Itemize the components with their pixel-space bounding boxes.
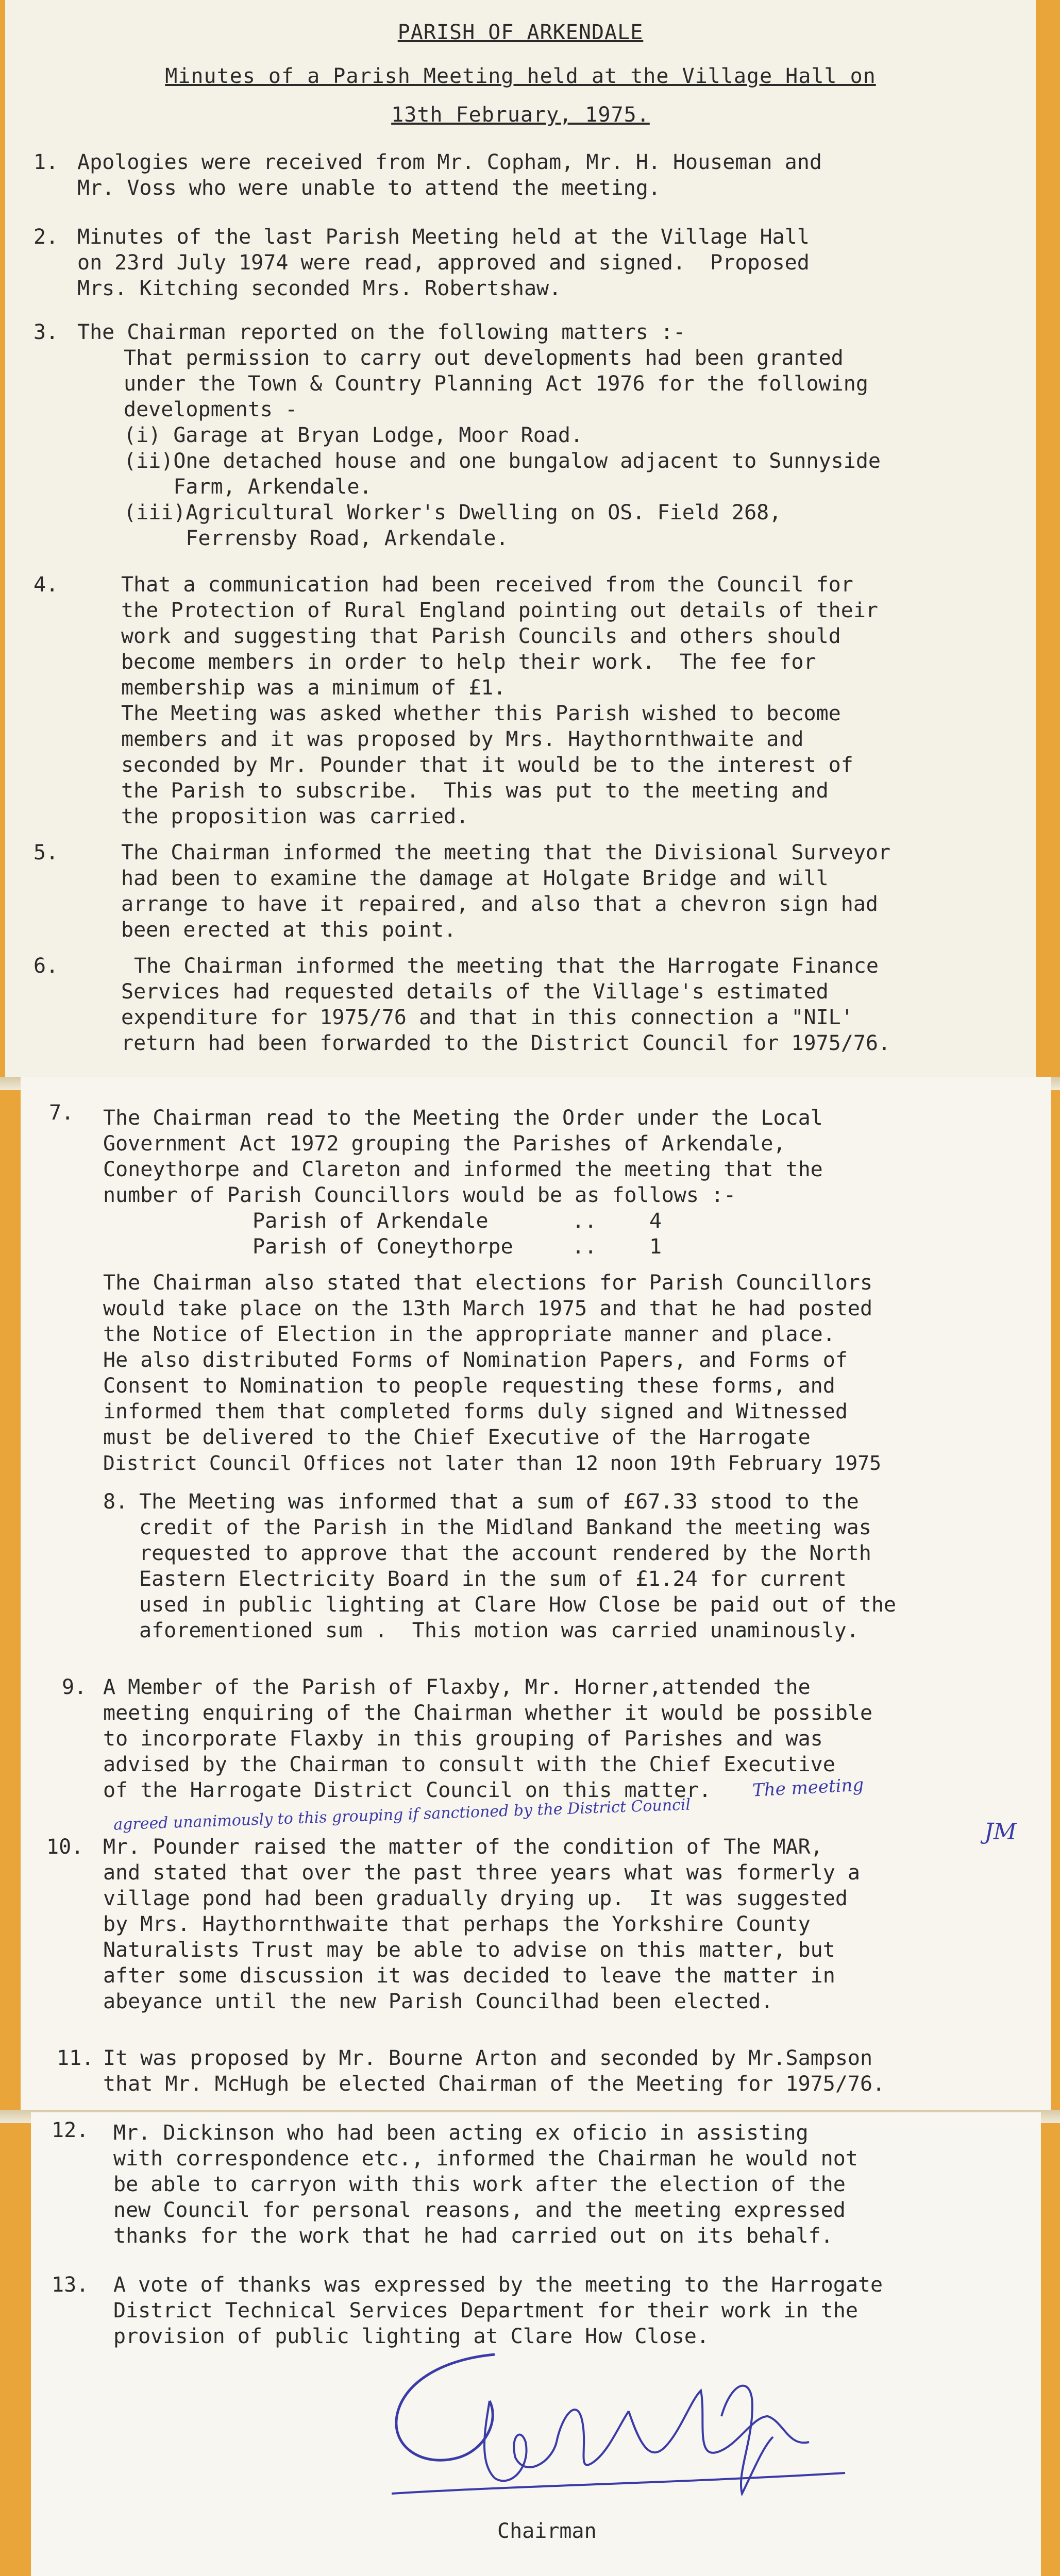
item-4-number: 4. [33,573,59,597]
item-11-number: 11. [57,2046,94,2070]
item-1-number: 1. [33,150,59,174]
item-6-number: 6. [33,954,59,978]
item-11: It was proposed by Mr. Bourne Arton and seconded by Mr.Sampson that Mr. McHugh be elected Chairman of the Meeting for 1975/76. [103,2046,885,2096]
councillor-table [103,1208,881,1260]
item-8: The Meeting was informed that a sum of £67.33 stood to the credit of the Parish in the Midland Bankand the meeting was requested to approve that the account rendered by the North Eastern Electricity Board in the sum of £1.24 for current used in public lighting at Clare How Close be paid out of the aforementioned sum . This motion was carried unaminously. [139,1490,897,1642]
item-9-number: 9. [62,1675,87,1699]
item-9: A Member of the Parish of Flaxby, Mr. Horner,attended the meeting enquiring of the Chairman whether it would be possible to incorporate Flaxby in this grouping of Parishes and was advised by the Chairman to consult with the Chief Executive of the Harrogate District Council on this matter. [103,1675,873,1802]
item-4: That a communication had been received from the Council for the Protection of Rural England pointing out details of their work and suggesting that Parish Councils and others should become members in order to help their work. The fee for membership was a minimum of £1. The Meeting was asked whether this Parish wished to become members and it was proposed by Mrs. Haythornthwaite and seconded by Mr. Pounder that it would be to the interest of the Parish to subscribe. This was put to the meeting and the proposition was carried. [121,573,879,828]
item-5: The Chairman informed the meeting that the Divisional Surveyor had been to examine the damage at Holgate Bridge and will arrange to have it repaired, and also that a chevron sign had been erected at this point. [121,841,891,942]
councillor-row: Parish of Arkendale .. 4 [253,1209,662,1233]
item-10-number: 10. [46,1835,84,1859]
item-2-number: 2. [33,225,59,249]
parish-title: PARISH OF ARKENDALE [397,21,644,44]
item-7-number: 7. [49,1101,74,1125]
minutes-sheet-3 [31,2112,1041,2576]
meeting-date: 13th February, 1975. [391,103,650,127]
handwritten-initials: JM [984,1819,1017,1845]
handwritten-note-1: The meeting [752,1774,865,1801]
item-12-number: 12. [52,2119,89,2142]
minutes-sheet-2 [21,1077,1051,2117]
meeting-subtitle: Minutes of a Parish Meeting held at the Village Hall on [165,64,876,88]
item-5-number: 5. [33,841,59,865]
item-10: Mr. Pounder raised the matter of the condition of The MAR, and stated that over the past three years what was formerly a village pond had been gradually drying up. It was suggested by Mrs. Haythornthwaite that perhaps the Yorkshire County Naturalists Trust may be able to advise on this matter, but after some discussion it was decided to leave the matter in abeyance until the new Parish Councilhad been elected. [103,1835,861,2013]
item-12: Mr. Dickinson who had been acting ex oficio in assisting with correspondence etc., informed the Chairman he would not be able to carryon with this work after the election of the new Council for personal reasons, and the meeting expressed thanks for the work that he had carried out on its behalf. [113,2121,858,2248]
chairman-label: Chairman [497,2519,597,2543]
item-13: A vote of thanks was expressed by the meeting to the Harrogate District Technical Services Department for their work in the provision of public lighting at Clare How Close. [113,2273,883,2348]
item-2: Minutes of the last Parish Meeting held at the Village Hall on 23rd July 1974 were read, approved and signed. Proposed Mrs. Kitching seconded Mrs. Robertshaw. [77,225,810,300]
item-1: Apologies were received from Mr. Copham, Mr. H. Houseman and Mr. Voss who were unable to attend the meeting. [77,150,822,200]
chairman-signature [361,2339,866,2509]
handwritten-note-2: agreed unanimously to this grouping if sanctioned by the District Council [113,1795,691,1834]
item-3: The Chairman reported on the following matters :- That permission to carry out developments had been granted under the Town & Country Planning Act 1976 for the following developments - (i) Garage at Bryan Lodge, Moor Road. (ii)One detached house and one bungalow adjacent to Sunnyside Farm, Arkendale. (iii)Agricultural Worker's Dwelling on OS. Field 268, Ferrensby Road, Arkendale. [77,320,881,550]
item-7: The Chairman read to the Meeting the Order under the Local Government Act 1972 grouping the Parishes of Arkendale, Coneythorpe and Clareton and informed the meeting that the number of Parish Councillors would be as follows :- Parish of Arkendale .. 4 Parish of Coneythorpe .. 1 The Chairman also stated that elections for Parish Councillors would take place on the 13th March 1975 and that he had posted the Notice of Election in the appropriate manner and place. He also distributed Forms of Nomination Papers, and Forms of Consent to Nomination to people requesting these forms, and informed them that completed forms duly signed and Witnessed must be delivered to the Chief Executive of the Harrogate District Council Offices not later than 12 noon 19th February 1975 [103,1106,881,1475]
councillor-row: Parish of Coneythorpe .. 1 [253,1235,662,1259]
item-3-number: 3. [33,320,59,344]
item-13-number: 13. [52,2273,89,2297]
item-6: The Chairman informed the meeting that the Harrogate Finance Services had requested details of the Village's estimated expenditure for 1975/76 and that in this connection a "NIL' return had been forwarded to the District Council for 1975/76. [121,954,891,1055]
item-8-number: 8. [103,1490,128,1514]
minutes-sheet-1 [5,0,1036,1082]
